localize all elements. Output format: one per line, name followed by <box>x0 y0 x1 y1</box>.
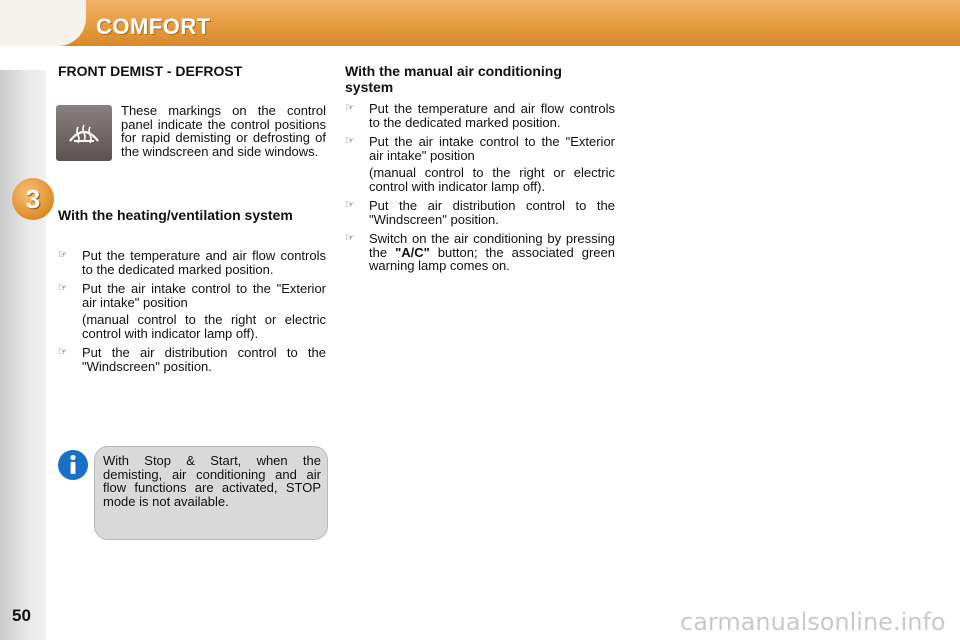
bullet-note: (manual control to the right or electric control with indicator lamp off). <box>369 165 615 194</box>
pointer-icon: ☞ <box>345 102 355 114</box>
list-item: ☞ Put the temperature and air flow controls to the dedicated marked position. <box>58 248 326 277</box>
page-heading: FRONT DEMIST - DEFROST <box>58 63 243 79</box>
chapter-badge: 3 <box>12 178 54 220</box>
pointer-icon: ☞ <box>58 346 68 358</box>
info-box <box>94 446 328 540</box>
list-item: ☞ Switch on the air conditioning by pressing the "A/C" button; the associated green warning lamp comes on. <box>345 231 615 273</box>
list-item: ☞ Put the temperature and air flow controls to the dedicated marked position. <box>345 101 615 130</box>
header-bar <box>0 0 960 46</box>
bullet-note: (manual control to the right or electric control with indicator lamp off). <box>82 312 326 341</box>
intro-text: These markings on the control panel indicate the control positions for rapid demisting or defrosting of the windscreen and side windows. <box>121 103 326 159</box>
info-icon <box>57 449 89 481</box>
pointer-icon: ☞ <box>345 135 355 147</box>
pointer-icon: ☞ <box>58 282 68 294</box>
pointer-icon: ☞ <box>345 232 355 244</box>
list-item: ☞ Put the air intake control to the "Exterior air intake" position (manual control to the right or electric control with indicator lamp off). <box>345 134 615 194</box>
sidebar-strip <box>0 70 46 640</box>
subheading-heating: With the heating/ventilation system <box>58 207 293 223</box>
list-item: ☞ Put the air intake control to the "Exterior air intake" position (manual control to the right or electric control with indicator lamp off). <box>58 281 326 341</box>
demist-defrost-icon <box>56 105 112 161</box>
pointer-icon: ☞ <box>345 199 355 211</box>
list-item: ☞ Put the air distribution control to the "Windscreen" position. <box>58 345 326 374</box>
subheading-ac: With the manual air conditioning system <box>345 63 562 95</box>
info-text: With Stop & Start, when the demisting, air conditioning and air flow functions are activated, STOP mode is not available. <box>103 453 321 509</box>
ac-steps <box>345 102 615 279</box>
page-number: 50 <box>12 606 31 625</box>
heating-steps <box>58 249 326 379</box>
pointer-icon: ☞ <box>58 249 68 261</box>
section-title: COMFORT <box>96 14 211 39</box>
ac-button-label: "A/C" <box>395 244 430 260</box>
list-item: ☞ Put the air distribution control to the "Windscreen" position. <box>345 198 615 227</box>
watermark: carmanualsonline.info <box>680 608 946 636</box>
header-tab <box>0 0 86 46</box>
